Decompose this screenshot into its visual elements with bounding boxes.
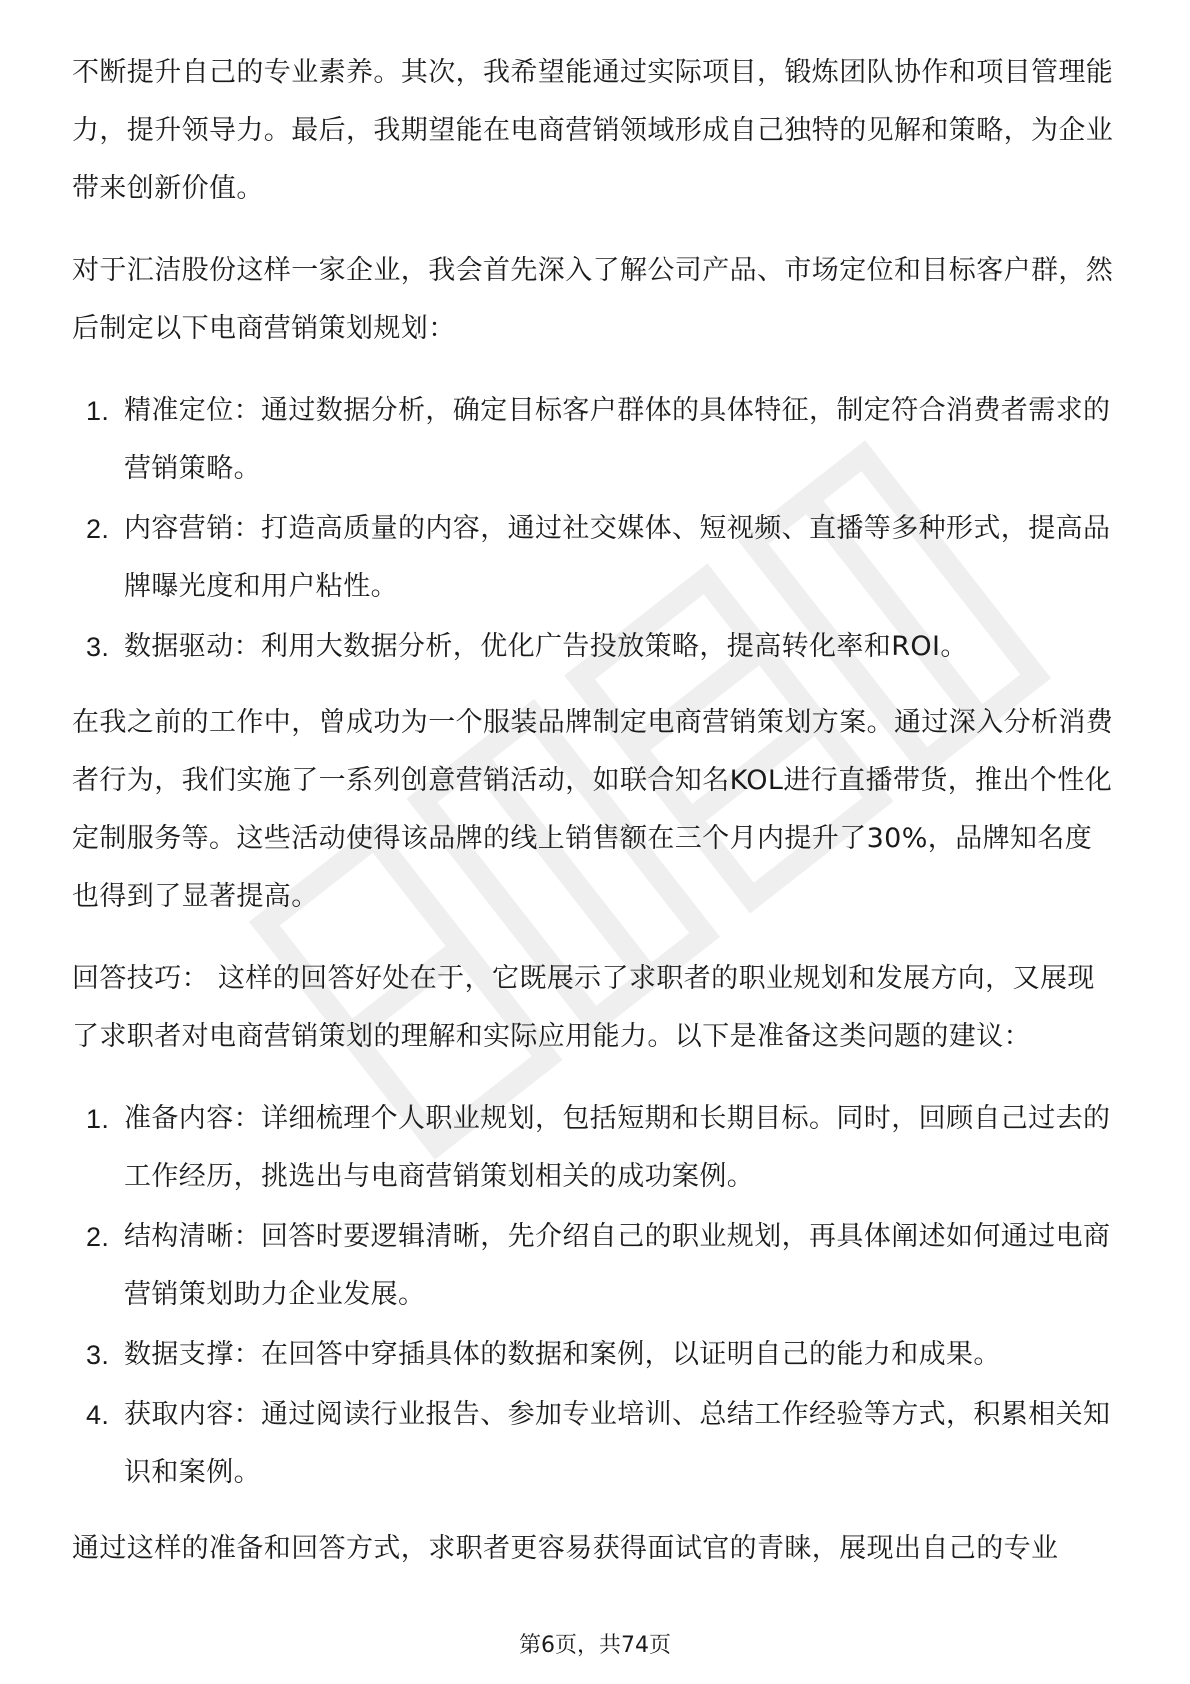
- list-item-text: 数据驱动：利用大数据分析，优化广告投放策略，提高转化率和ROI。: [124, 631, 968, 662]
- paragraph-career-goals: 不断提升自己的专业素养。其次，我希望能通过实际项目，锻炼团队协作和项目管理能力，提升领导力。最后，我期望能在电商营销领域形成自己独特的见解和策略，为企业带来创新价值。: [72, 57, 1114, 204]
- list-item: [72, 1090, 1117, 1206]
- paragraph-past-work: 在我之前的工作中，曾成功为一个服装品牌制定电商营销策划方案。通过深入分析消费者行为，我们实施了一系列创意营销活动，如联合知名KOL进行直播带货，推出个性化定制服务等。这些活动使得该品牌的线上销售额在三个月内提升了30%，品牌知名度也得到了显著提高。: [72, 707, 1114, 912]
- list-item-text: 内容营销：打造高质量的内容，通过社交媒体、短视频、直播等多种形式，提高品牌曝光度和用户粘性。: [124, 513, 1111, 602]
- paragraph-answer-tips: 回答技巧： 这样的回答好处在于，它既展示了求职者的职业规划和发展方向，又展现了求职者对电商营销策划的理解和实际应用能力。以下是准备这类问题的建议：: [72, 963, 1095, 1052]
- list-number: 3.: [86, 1340, 110, 1370]
- page-number-footer: 第6页，共74页: [519, 1633, 671, 1658]
- list-item-text: 结构清晰：回答时要逻辑清晰，先介绍自己的职业规划，再具体阐述如何通过电商营销策划助力企业发展。: [124, 1221, 1111, 1310]
- list-item-text: 准备内容：详细梳理个人职业规划，包括短期和长期目标。同时，回顾自己过去的工作经历，挑选出与电商营销策划相关的成功案例。: [124, 1103, 1111, 1192]
- list-item: [72, 1326, 1117, 1384]
- paragraph-company-plan: 对于汇洁股份这样一家企业，我会首先深入了解公司产品、市场定位和目标客户群，然后制定以下电商营销策划规划：: [72, 255, 1114, 344]
- list-number: 1.: [86, 396, 110, 426]
- list-item: [72, 500, 1117, 616]
- advice-list: [72, 1090, 1117, 1502]
- list-number: 1.: [86, 1104, 110, 1134]
- document-body: [72, 44, 1117, 1602]
- list-number: 3.: [86, 632, 110, 662]
- list-item-text: 数据支撑：在回答中穿插具体的数据和案例，以证明自己的能力和成果。: [124, 1339, 1001, 1370]
- list-number: 2.: [86, 1222, 110, 1252]
- list-item: [72, 382, 1117, 498]
- list-item: [72, 618, 1117, 676]
- list-item-text: 获取内容：通过阅读行业报告、参加专业培训、总结工作经验等方式，积累相关知识和案例。: [124, 1399, 1111, 1488]
- list-item-text: 精准定位：通过数据分析，确定目标客户群体的具体特征，制定符合消费者需求的营销策略。: [124, 395, 1111, 484]
- list-item: [72, 1208, 1117, 1324]
- paragraph-closing: 通过这样的准备和回答方式，求职者更容易获得面试官的青睐，展现出自己的专业: [72, 1533, 1059, 1564]
- list-number: 2.: [86, 514, 110, 544]
- list-item: [72, 1386, 1117, 1502]
- strategy-list: [72, 382, 1117, 676]
- list-number: 4.: [86, 1400, 110, 1430]
